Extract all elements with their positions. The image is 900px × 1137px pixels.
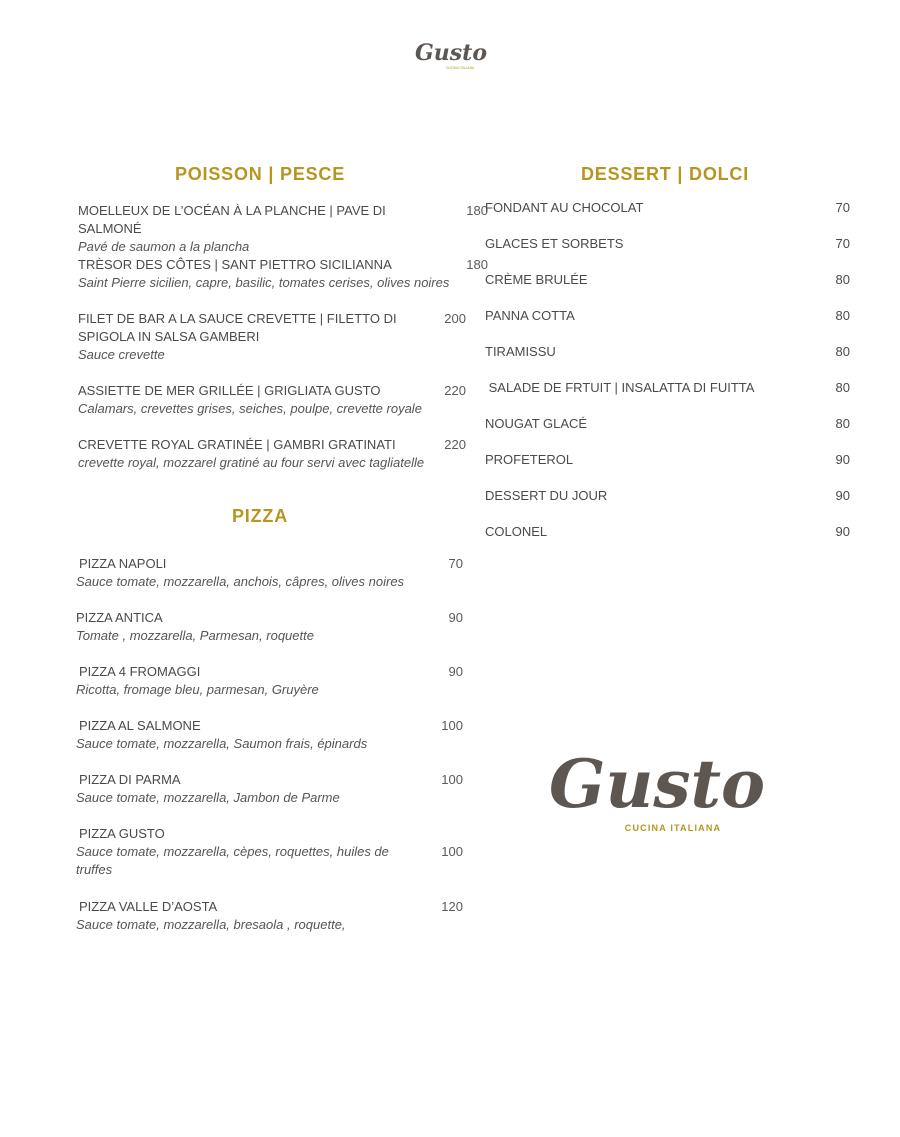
menu-item-poisson-4 [78,382,466,418]
item-price: 180 [466,257,488,272]
item-name: PIZZA AL SALMONE [79,718,201,733]
dessert-item-9 [485,487,850,505]
menu-item-pizza-1 [76,555,463,591]
item-price: 70 [835,200,850,215]
gusto-logo-large [548,735,766,840]
item-price: 70 [835,236,850,251]
item-name: TRÈSOR DES CÔTES | SANT PIETTRO SICILIANNA [78,257,392,272]
gusto-logo-small [414,38,488,74]
item-description: Pavé de saumon a la plancha [78,239,250,254]
menu-item-poisson-5 [78,436,466,472]
item-description: Sauce tomate, mozzarella, anchois, câpres, olives noires [76,574,405,589]
item-name: PROFETEROL [485,452,574,467]
item-description: Sauce tomate, mozzarella, bresaola , roquette, [76,917,346,932]
item-name: NOUGAT GLACÉ [485,416,588,431]
item-price: 80 [835,380,850,395]
dessert-item-4 [485,307,850,325]
item-name: PIZZA ANTICA [76,610,163,625]
item-price: 70 [448,556,463,571]
item-name: DESSERT DU JOUR [485,488,608,503]
item-name: PIZZA GUSTO [79,826,165,841]
item-name: PIZZA NAPOLI [79,556,167,571]
item-price: 120 [441,899,463,914]
menu-item-pizza-3 [76,663,463,699]
menu-item-pizza-5 [76,771,463,807]
dessert-item-10 [485,523,850,541]
item-price: 100 [441,772,463,787]
item-description: crevette royal, mozzarel gratiné au four servi avec tagliatelle [78,455,425,470]
item-name: PIZZA 4 FROMAGGI [79,664,201,679]
item-description: Tomate , mozzarella, Parmesan, roquette [76,628,314,643]
item-price: 80 [835,272,850,287]
item-description: Sauce tomate, mozzarella, cèpes, roquettes, huiles de truffes [76,844,389,877]
item-name: FONDANT AU CHOCOLAT [485,200,644,215]
item-price: 100 [441,718,463,733]
item-price: 220 [444,437,466,452]
item-price: 80 [835,344,850,359]
item-price: 200 [444,311,466,326]
item-name: PIZZA DI PARMA [79,772,181,787]
logo-tagline-small: CUCINA ITALIANA [445,66,475,70]
item-description: Calamars, crevettes grises, seiches, poulpe, crevette royale [78,401,422,416]
item-name: PIZZA VALLE D’AOSTA [79,899,218,914]
section-title-dessert: DESSERT | DOLCI [580,164,750,184]
dessert-item-8 [485,451,850,469]
menu-item-pizza-6 [76,825,463,879]
item-name: TIRAMISSU [485,344,556,359]
logo-tagline-large: CUCINA ITALIANA [624,823,722,833]
item-price: 90 [448,664,463,679]
dessert-item-3 [485,271,850,289]
menu-item-poisson-1 [78,202,488,256]
dessert-item-5 [485,343,850,361]
item-name: PANNA COTTA [485,308,575,323]
menu-item-poisson-2 [78,256,488,292]
item-price: 100 [441,844,463,859]
menu-item-poisson-3 [78,310,466,364]
item-price: 220 [444,383,466,398]
logo-wordmark-large: Gusto [548,745,766,823]
item-description: Saint Pierre sicilien, capre, basilic, tomates cerises, olives noires [78,275,450,290]
section-title-poisson: POISSON | PESCE [174,164,346,184]
item-name: CRÈME BRULÉE [485,272,588,287]
item-name: FILET DE BAR A LA SAUCE CREVETTE | FILETTO DI SPIGOLA IN SALSA GAMBERI [78,311,397,344]
item-name: COLONEL [485,524,548,539]
item-price: 90 [448,610,463,625]
item-name: MOELLEUX DE L’OCÉAN À LA PLANCHE | PAVE DI SALMONÉ [78,203,386,236]
menu-item-pizza-2 [76,609,463,645]
item-description: Sauce crevette [78,347,165,362]
item-price: 90 [835,488,850,503]
menu-item-pizza-7 [76,898,463,934]
dessert-item-1 [485,199,850,217]
menu-item-pizza-4 [76,717,463,753]
item-price: 90 [835,524,850,539]
dessert-item-7 [485,415,850,433]
item-price: 80 [835,308,850,323]
item-name: GLACES ET SORBETS [485,236,624,251]
logo-wordmark-small: Gusto [414,40,488,66]
item-name: ASSIETTE DE MER GRILLÉE | GRIGLIATA GUSTO [78,383,381,398]
dessert-item-2 [485,235,850,253]
item-description: Sauce tomate, mozzarella, Saumon frais, épinards [76,736,368,751]
section-title-pizza: PIZZA [232,506,288,526]
item-price: 80 [835,416,850,431]
item-description: Sauce tomate, mozzarella, Jambon de Parme [76,790,340,805]
item-name: CREVETTE ROYAL GRATINÉE | GAMBRI GRATINATI [78,437,396,452]
item-price: 90 [835,452,850,467]
item-name: SALADE DE FRTUIT | INSALATTA DI FUITTA [485,380,755,395]
item-description: Ricotta, fromage bleu, parmesan, Gruyère [76,682,319,697]
item-price: 180 [466,203,488,218]
dessert-item-6 [485,379,850,397]
